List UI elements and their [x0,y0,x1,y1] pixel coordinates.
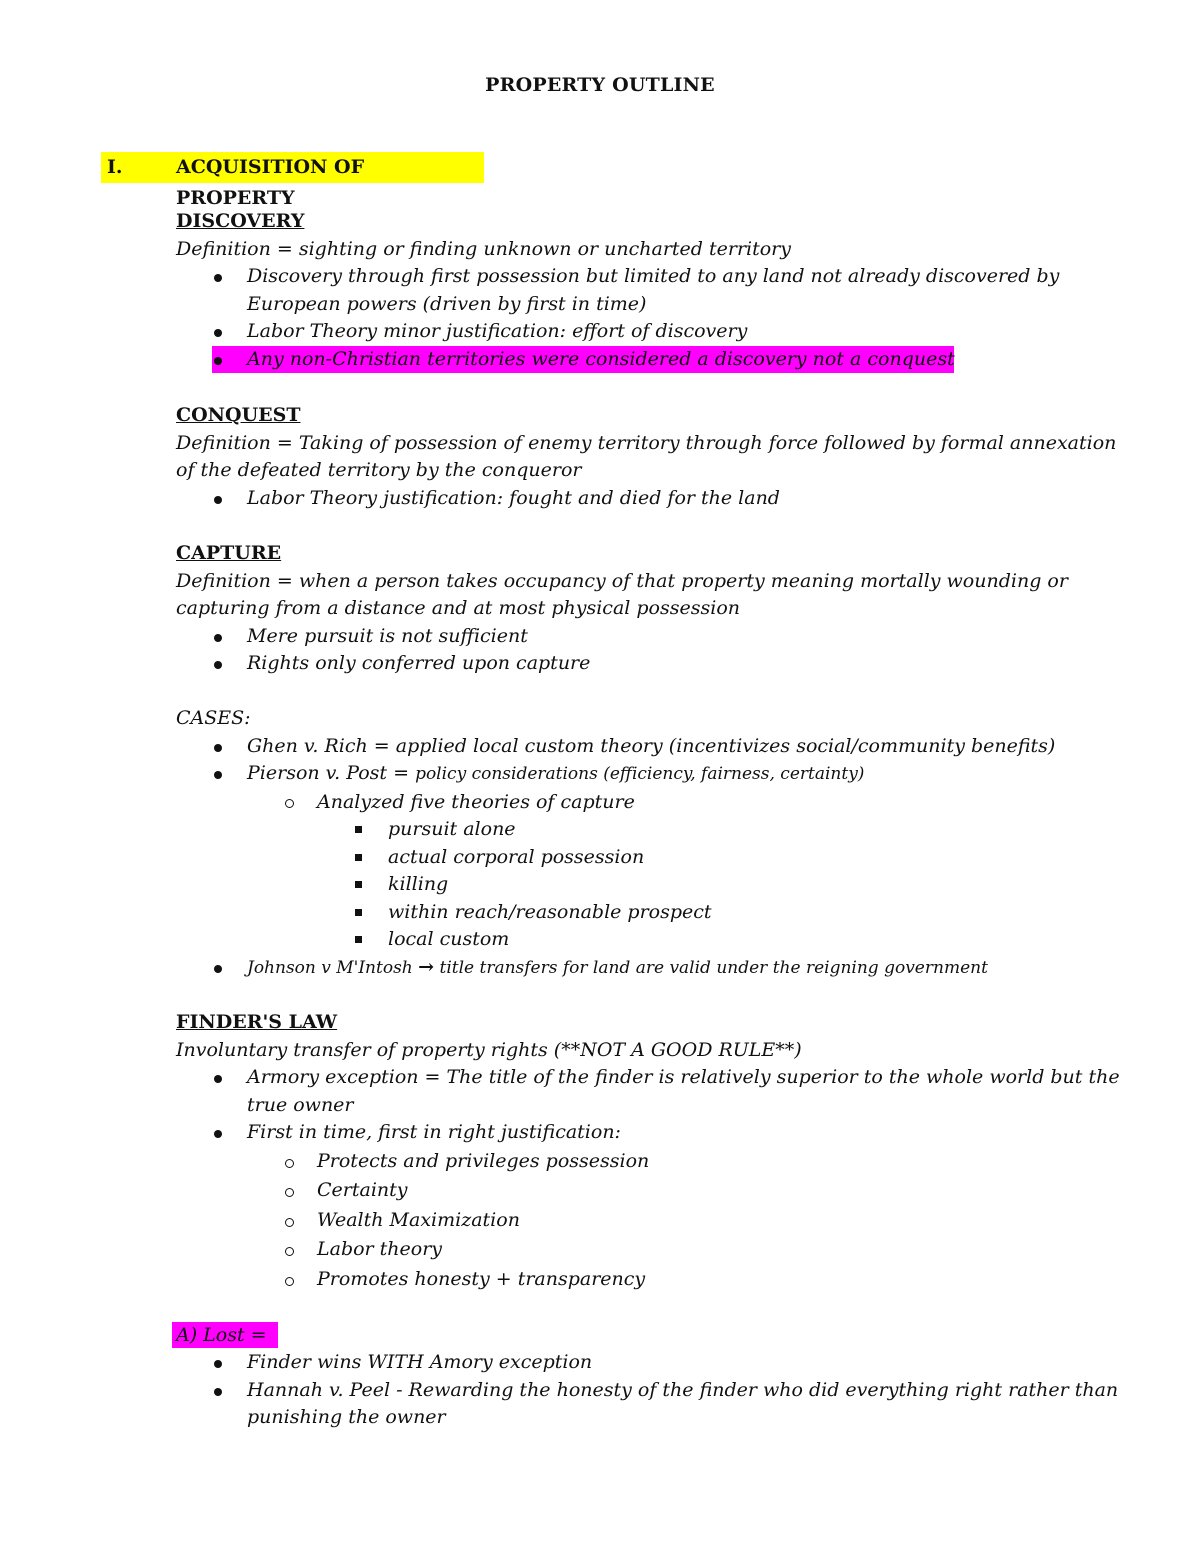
square-bullet-icon [355,881,362,888]
bullet-icon [214,274,222,282]
discovery-list [176,263,1136,373]
section-label: ACQUISITION OF PROPERTY [176,156,365,209]
list-item: Pierson v. Post = policy considerations (efficiency, fairness, certainty) [176,760,1136,789]
list-item: Labor theory [176,1235,1136,1265]
arrow-right-icon: → [418,955,435,978]
page-title: PROPERTY OUTLINE [485,74,715,96]
circle-bullet-icon [285,1159,294,1168]
conquest-definition-line-1: Definition = Taking of possession of enemy territory through force followed by formal annexation [176,431,1117,454]
conquest-block [176,402,1136,512]
section-heading-highlight [101,152,484,209]
list-item: Armory exception = The title of the finder is relatively superior to the whole world but the true owner [176,1064,1136,1119]
list-item: Labor Theory justification: fought and died for the land [176,485,1136,513]
discovery-block [176,208,1136,373]
list-item: Finder wins WITH Amory exception [176,1349,1136,1377]
list-item: Labor Theory minor justification: effort of discovery [176,318,1136,346]
bullet-icon [214,634,222,642]
list-item: Promotes honesty + transparency [176,1265,1136,1295]
conquest-list [176,485,1136,513]
list-item: Rights only conferred upon capture [176,650,1136,678]
lost-block [176,1349,1136,1432]
square-bullet-icon [355,936,362,943]
cases-label: CASES: [176,707,251,729]
list-item-highlighted: Any non-Christian territories were considered a discovery not a conquest [176,346,1136,374]
square-bullet-icon [355,909,362,916]
capture-heading: CAPTURE [176,542,282,564]
bullet-icon [214,661,222,669]
discovery-definition: Definition = sighting or finding unknown or uncharted territory [176,237,791,260]
list-item: Johnson v M'Intosh → title transfers for land are valid under the reigning government [176,954,1136,983]
bullet-icon [214,329,222,337]
circle-bullet-icon [285,1218,294,1227]
circle-bullet-icon [285,799,294,808]
capture-block [176,540,1136,678]
list-item: Protects and privileges possession [176,1147,1136,1177]
capture-list [176,623,1136,678]
justifications-list [176,1147,1136,1295]
list-item: Certainty [176,1176,1136,1206]
conquest-heading: CONQUEST [176,404,301,426]
square-bullet-icon [355,826,362,833]
list-item: killing [176,871,1136,899]
capture-definition-line-2: capturing from a distance and at most physical possession [176,597,740,619]
cases-block [176,705,1136,982]
bullet-icon [214,771,222,779]
section-number: I. [107,156,123,178]
capture-definition-line-1: Definition = when a person takes occupancy of that property meaning mortally wounding or [176,569,1068,592]
list-item: Discovery through first possession but limited to any land not already discovered by European powers (driven by first in time) [176,263,1136,318]
list-item: Ghen v. Rich = applied local custom theory (incentivizes social/community benefits) [176,733,1136,761]
list-item: actual corporal possession [176,844,1136,872]
circle-bullet-icon [285,1277,294,1286]
bullet-icon [214,357,222,365]
finders-law-block [176,1009,1136,1294]
lost-list [176,1349,1136,1432]
list-item: within reach/reasonable prospect [176,899,1136,927]
list-item: Analyzed five theories of capture [176,789,1136,817]
conquest-definition-line-2: of the defeated territory by the conqueror [176,459,582,481]
bullet-icon [214,1388,222,1396]
bullet-icon [214,744,222,752]
bullet-icon [214,496,222,504]
list-item: local custom [176,926,1136,954]
circle-bullet-icon [285,1188,294,1197]
bullet-icon [214,1075,222,1083]
list-item: Mere pursuit is not sufficient [176,623,1136,651]
list-item: Wealth Maximization [176,1206,1136,1236]
circle-bullet-icon [285,1247,294,1256]
lost-subheading: A) Lost = [172,1322,278,1348]
list-item: Hannah v. Peel - Rewarding the honesty of the finder who did everything right rather than punishing the owner [176,1377,1136,1432]
cases-list [176,733,1136,789]
pierson-sublist [176,789,1136,817]
list-item: pursuit alone [176,816,1136,844]
theories-list [176,816,1136,954]
finders-law-definition: Involuntary transfer of property rights (**NOT A GOOD RULE**) [176,1038,802,1061]
finders-list [176,1064,1136,1147]
bullet-icon [214,1360,222,1368]
discovery-heading: DISCOVERY [176,210,305,232]
square-bullet-icon [355,854,362,861]
finders-law-heading: FINDER'S LAW [176,1011,338,1033]
cases-list-continued [176,954,1136,983]
bullet-icon [214,1130,222,1138]
bullet-icon [214,965,222,973]
list-item: First in time, first in right justification: [176,1119,1136,1147]
